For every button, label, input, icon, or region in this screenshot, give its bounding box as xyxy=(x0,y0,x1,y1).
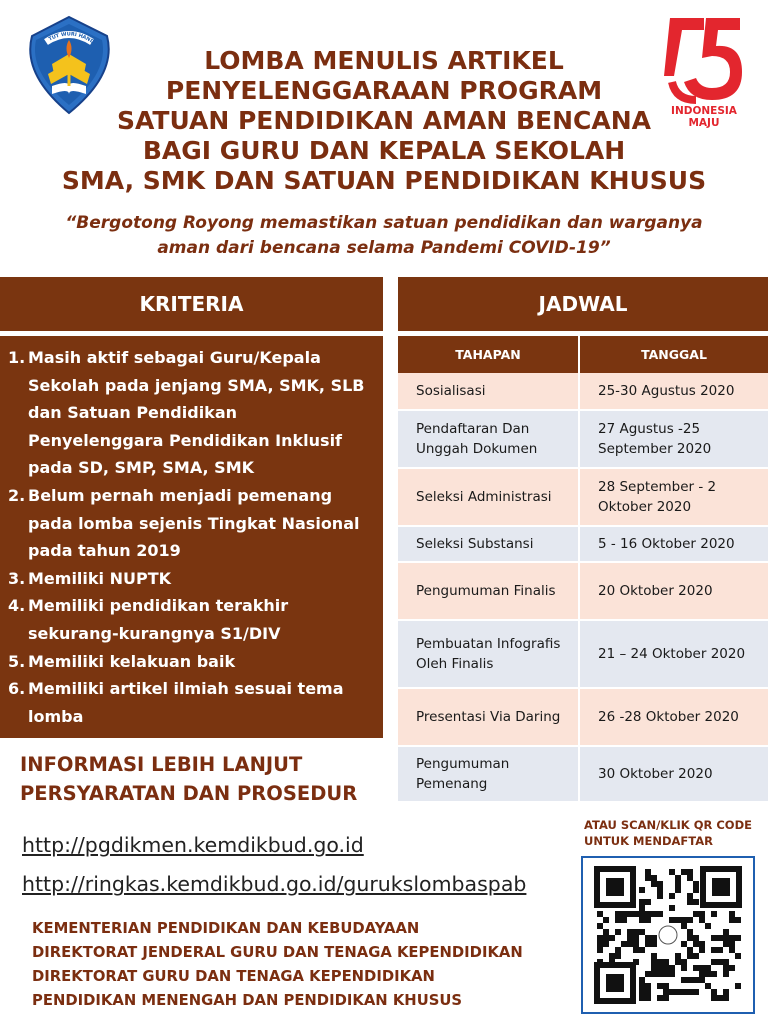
kriteria-number: 4. xyxy=(8,596,26,616)
kriteria-item xyxy=(8,344,371,482)
tanggal-cell: 5 - 16 Oktober 2020 xyxy=(579,526,768,562)
ministry-line-1: KEMENTERIAN PENDIDIKAN DAN KEBUDAYAAN xyxy=(32,920,420,937)
qr-label xyxy=(584,817,768,849)
tanggal-cell: 20 Oktober 2020 xyxy=(579,562,768,620)
table-row xyxy=(398,620,768,688)
table-row xyxy=(398,746,768,802)
title-line-1: LOMBA MENULIS ARTIKEL xyxy=(204,46,564,75)
kriteria-number: 2. xyxy=(8,485,26,505)
tahapan-cell: Seleksi Administrasi xyxy=(398,468,579,526)
tahapan-cell: Sosialisasi xyxy=(398,373,579,410)
info-line-1: INFORMASI LEBIH LANJUT xyxy=(20,753,303,776)
kriteria-number: 3. xyxy=(8,568,26,588)
kriteria-number: 1. xyxy=(8,348,26,367)
tahapan-cell: Seleksi Substansi xyxy=(398,526,579,562)
qr-label-line-1: ATAU SCAN/KLIK QR CODE xyxy=(584,818,752,832)
kriteria-item xyxy=(8,675,371,730)
logo-right-line2: MAJU xyxy=(688,117,720,129)
tanggal-cell: 26 -28 Oktober 2020 xyxy=(579,688,768,746)
table-row xyxy=(398,562,768,620)
kriteria-item xyxy=(8,648,371,676)
tagline xyxy=(0,211,768,261)
kriteria-item xyxy=(8,482,371,565)
table-row xyxy=(398,468,768,526)
tanggal-cell: 21 – 24 Oktober 2020 xyxy=(579,620,768,688)
tanggal-cell: 25-30 Agustus 2020 xyxy=(579,373,768,410)
ministry-line-3: DIREKTORAT GURU DAN TENAGA KEPENDIDIKAN xyxy=(32,968,435,985)
table-row xyxy=(398,373,768,410)
kriteria-text: Memiliki NUPTK xyxy=(28,568,172,588)
tanggal-cell: 27 Agustus -25 September 2020 xyxy=(579,410,768,468)
kriteria-text: Belum pernah menjadi pemenang pada lomba sejenis Tingkat Nasional pada tahun 2019 xyxy=(28,485,360,561)
kriteria-text: Memiliki kelakuan baik xyxy=(28,651,236,671)
ministry-line-4: PENDIDIKAN MENENGAH DAN PENDIDIKAN KHUSUS xyxy=(32,992,463,1009)
title-line-5: SMA, SMK DAN SATUAN PENDIDIKAN KHUSUS xyxy=(61,166,707,195)
tagline-line-1: “Bergotong Royong memastikan satuan pendidikan dan warganya xyxy=(65,213,703,233)
tahapan-cell: Pembuatan Infografis Oleh Finalis xyxy=(398,620,579,688)
tahapan-cell: Pendaftaran Dan Unggah Dokumen xyxy=(398,410,579,468)
qr-code-graphic xyxy=(583,858,753,1012)
kriteria-number: 6. xyxy=(8,679,26,699)
info-heading xyxy=(20,750,357,808)
table-row xyxy=(398,688,768,746)
tanggal-cell: 30 Oktober 2020 xyxy=(579,746,768,802)
jadwal-heading: JADWAL xyxy=(398,277,768,331)
tahapan-cell: Presentasi Via Daring xyxy=(398,688,579,746)
column-header-tahapan: TAHAPAN xyxy=(398,336,579,373)
tagline-line-2: aman dari bencana selama Pandemi COVID-19” xyxy=(157,238,611,258)
column-header-tanggal: TANGGAL xyxy=(579,336,768,373)
title-line-4: BAGI GURU DAN KEPALA SEKOLAH xyxy=(142,136,626,165)
kriteria-text: Masih aktif sebagai Guru/Kepala Sekolah pada jenjang SMA, SMK, SLB dan Satuan Pendidikan Penyelenggara Pendidikan Inklusif pada SD, SMP, SMA, SMK xyxy=(28,348,365,478)
jadwal-table xyxy=(398,336,768,803)
title-line-2: PENYELENGGARAAN PROGRAM xyxy=(165,76,603,105)
table-row xyxy=(398,526,768,562)
tahapan-cell: Pengumuman Pemenang xyxy=(398,746,579,802)
kriteria-item xyxy=(8,592,371,647)
ringkas-link[interactable]: http://ringkas.kemdikbud.go.id/gurukslombaspab xyxy=(22,872,527,896)
pgdikmen-link[interactable]: http://pgdikmen.kemdikbud.go.id xyxy=(22,833,364,857)
ministry-line-2: DIREKTORAT JENDERAL GURU DAN TENAGA KEPENDIDIKAN xyxy=(32,944,523,961)
table-row xyxy=(398,410,768,468)
kriteria-text: Memiliki pendidikan terakhir sekurang-kurangnya S1/DIV xyxy=(28,596,289,643)
title-line-3: SATUAN PENDIDIKAN AMAN BENCANA xyxy=(117,106,651,135)
poster-title xyxy=(0,46,768,196)
kriteria-list xyxy=(0,336,383,738)
table-header-row xyxy=(398,336,768,373)
ministry-block xyxy=(32,917,523,1013)
kriteria-text: Memiliki artikel ilmiah sesuai tema lomba xyxy=(28,679,344,726)
kriteria-item xyxy=(8,565,371,593)
kriteria-number: 5. xyxy=(8,651,26,671)
qr-code[interactable] xyxy=(581,856,755,1014)
tahapan-cell: Pengumuman Finalis xyxy=(398,562,579,620)
logo-left-text: TUT WURI HAND xyxy=(47,31,96,46)
info-line-2: PERSYARATAN DAN PROSEDUR xyxy=(20,782,358,805)
kriteria-heading: KRITERIA xyxy=(0,277,383,331)
logo-right-line1: INDONESIA xyxy=(671,105,737,117)
tanggal-cell: 28 September - 2 Oktober 2020 xyxy=(579,468,768,526)
qr-label-line-2: UNTUK MENDAFTAR xyxy=(584,834,713,848)
